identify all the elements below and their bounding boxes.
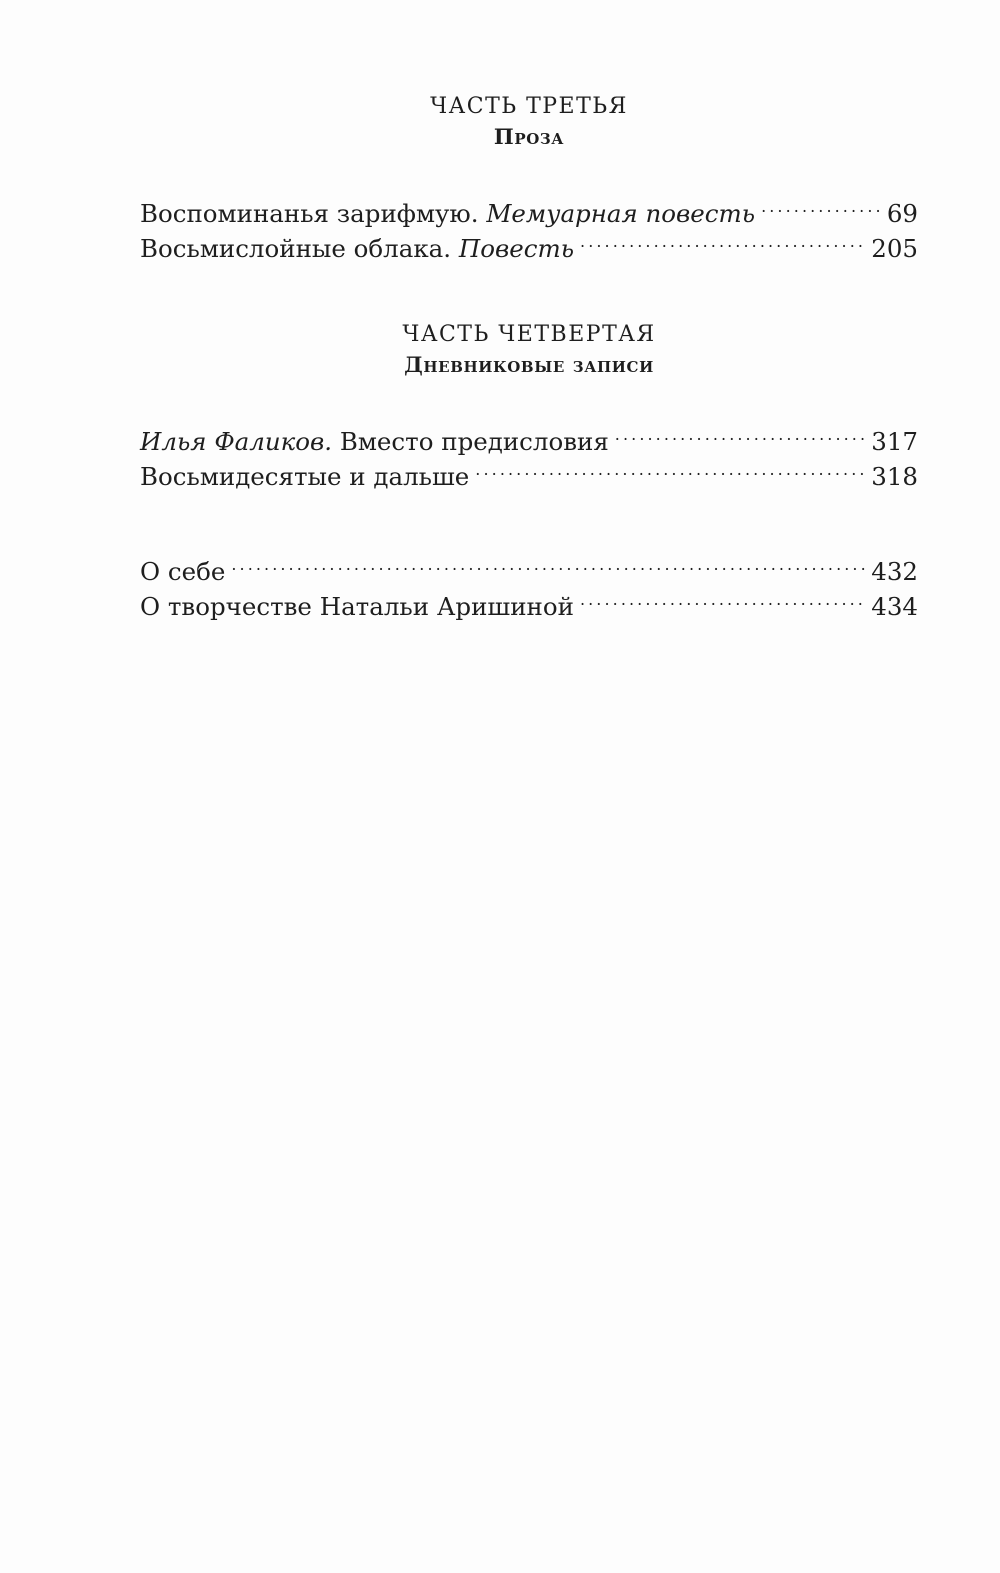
entry-title: О себе [140,557,226,586]
page-number: 205 [871,234,918,263]
part-title: Проза [493,124,565,149]
entry-genre: Мемуарная повесть [486,199,756,228]
entry-title [140,231,574,266]
part-four-heading [140,320,918,380]
entry-title: О творчестве Натальи Аришиной [140,592,574,621]
page-number: 317 [871,427,918,456]
page-number: 432 [871,557,918,586]
part-three-entries [140,187,918,263]
entry-title-text: Восьмислойные облака. [140,234,452,263]
entry-title-text: Воспоминанья зарифмую. [140,199,479,228]
toc-entry[interactable] [140,415,918,456]
entry-title-text: Вместо предисловия [339,427,609,456]
part-four-entries [140,415,918,491]
entry-title: Восьмидесятые и дальше [140,462,470,491]
toc-entry[interactable] [140,545,918,586]
dot-leader [615,415,865,450]
appendix-entries [140,545,918,621]
dot-leader [580,222,865,257]
page-number: 69 [886,199,918,228]
dot-leader [761,187,881,222]
dot-leader [475,450,865,485]
part-label: ЧАСТЬ ЧЕТВЕРТАЯ [402,322,656,347]
toc-entry[interactable] [140,580,918,621]
entry-genre: Повесть [458,234,575,263]
dot-leader [231,545,865,580]
entry-author: Илья Фаликов. [140,427,333,456]
part-label: ЧАСТЬ ТРЕТЬЯ [430,94,628,119]
toc-entry[interactable] [140,187,918,228]
part-three-heading [140,92,918,152]
part-title: Дневниковые записи [404,352,654,377]
page-number: 318 [871,462,918,491]
page-number: 434 [871,592,918,621]
dot-leader [580,580,865,615]
